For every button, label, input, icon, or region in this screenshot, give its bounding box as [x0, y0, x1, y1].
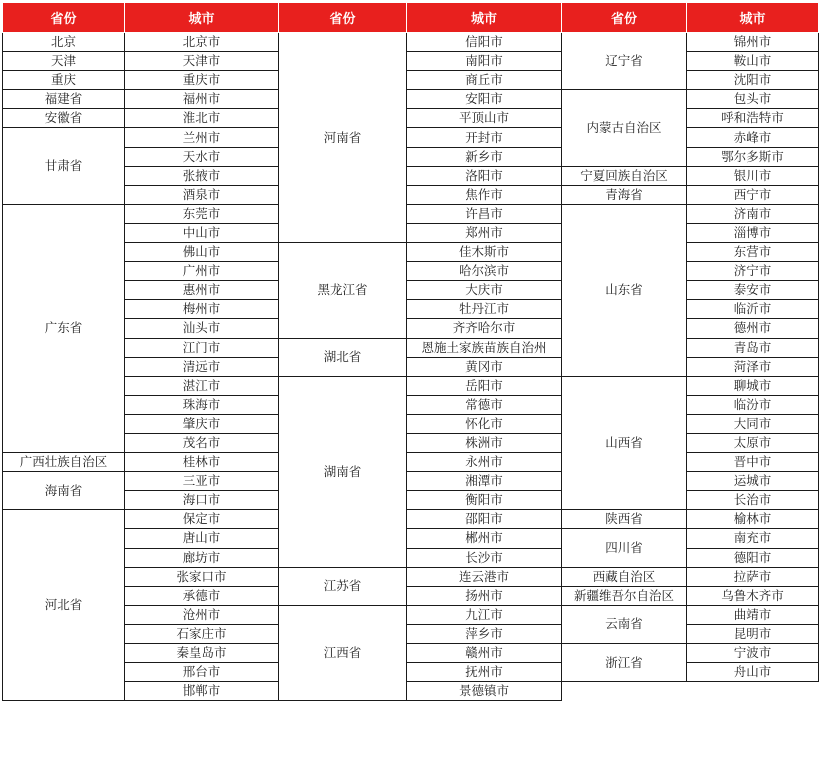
city-cell: 沈阳市	[687, 71, 819, 90]
city-cell: 东营市	[687, 243, 819, 262]
province-cell: 江西省	[279, 605, 407, 700]
table-row	[3, 223, 819, 242]
table-row	[3, 605, 819, 624]
table-row	[3, 357, 819, 376]
city-cell: 开封市	[407, 128, 562, 147]
city-cell: 呼和浩特市	[687, 109, 819, 128]
province-cell: 天津	[3, 52, 125, 71]
city-cell: 廊坊市	[125, 548, 279, 567]
city-cell: 茂名市	[125, 433, 279, 452]
table-row	[3, 166, 819, 185]
table-row	[3, 33, 819, 52]
city-cell: 赣州市	[407, 644, 562, 663]
province-cell: 安徽省	[3, 109, 125, 128]
province-cell: 黑龙江省	[279, 243, 407, 338]
city-cell: 天津市	[125, 52, 279, 71]
table-row	[3, 586, 819, 605]
city-cell: 连云港市	[407, 567, 562, 586]
city-cell: 聊城市	[687, 376, 819, 395]
table-row	[3, 185, 819, 204]
city-cell: 包头市	[687, 90, 819, 109]
table-row	[3, 71, 819, 90]
province-cell: 山东省	[562, 204, 687, 376]
city-cell: 九江市	[407, 605, 562, 624]
province-cell: 江苏省	[279, 567, 407, 605]
city-cell: 齐齐哈尔市	[407, 319, 562, 338]
city-cell: 黄冈市	[407, 357, 562, 376]
city-cell: 邢台市	[125, 663, 279, 682]
city-cell: 榆林市	[687, 510, 819, 529]
province-cell: 浙江省	[562, 644, 687, 682]
province-cell: 宁夏回族自治区	[562, 166, 687, 185]
province-cell: 广东省	[3, 204, 125, 452]
table-row	[3, 414, 819, 433]
table-row	[3, 243, 819, 262]
city-cell: 鞍山市	[687, 52, 819, 71]
table-body	[3, 33, 819, 701]
city-cell: 平顶山市	[407, 109, 562, 128]
city-cell: 晋中市	[687, 453, 819, 472]
city-cell: 湛江市	[125, 376, 279, 395]
city-cell: 乌鲁木齐市	[687, 586, 819, 605]
table-row	[3, 338, 819, 357]
city-cell: 桂林市	[125, 453, 279, 472]
table-row	[3, 128, 819, 147]
city-cell: 衡阳市	[407, 491, 562, 510]
city-cell: 泰安市	[687, 281, 819, 300]
city-cell: 郴州市	[407, 529, 562, 548]
city-cell: 商丘市	[407, 71, 562, 90]
header-city-3: 城市	[687, 3, 819, 33]
province-city-table	[2, 2, 819, 701]
table-row	[3, 682, 819, 701]
city-cell: 抚州市	[407, 663, 562, 682]
province-cell: 湖南省	[279, 376, 407, 567]
table-row	[3, 204, 819, 223]
province-cell: 辽宁省	[562, 33, 687, 90]
table-row	[3, 491, 819, 510]
city-cell: 锦州市	[687, 33, 819, 52]
city-cell: 萍乡市	[407, 624, 562, 643]
city-cell: 北京市	[125, 33, 279, 52]
city-cell: 海口市	[125, 491, 279, 510]
city-cell: 拉萨市	[687, 567, 819, 586]
city-cell: 佳木斯市	[407, 243, 562, 262]
province-cell: 四川省	[562, 529, 687, 567]
header-province-3: 省份	[562, 3, 687, 33]
city-cell: 汕头市	[125, 319, 279, 338]
table-row	[3, 262, 819, 281]
table-row	[3, 644, 819, 663]
table-row	[3, 510, 819, 529]
city-cell: 湘潭市	[407, 472, 562, 491]
city-cell: 银川市	[687, 166, 819, 185]
table-row	[3, 395, 819, 414]
city-cell: 洛阳市	[407, 166, 562, 185]
city-cell: 德州市	[687, 319, 819, 338]
city-cell: 淮北市	[125, 109, 279, 128]
city-cell: 焦作市	[407, 185, 562, 204]
table-row	[3, 147, 819, 166]
city-cell: 福州市	[125, 90, 279, 109]
city-cell: 珠海市	[125, 395, 279, 414]
table-row	[3, 529, 819, 548]
city-cell: 郑州市	[407, 223, 562, 242]
table-row	[3, 109, 819, 128]
city-cell: 长沙市	[407, 548, 562, 567]
city-cell: 扬州市	[407, 586, 562, 605]
province-cell: 海南省	[3, 472, 125, 510]
city-cell: 石家庄市	[125, 624, 279, 643]
province-cell: 青海省	[562, 185, 687, 204]
province-cell: 甘肃省	[3, 128, 125, 204]
city-cell: 舟山市	[687, 663, 819, 682]
table-row	[3, 472, 819, 491]
city-cell: 德阳市	[687, 548, 819, 567]
city-cell: 佛山市	[125, 243, 279, 262]
city-cell: 西宁市	[687, 185, 819, 204]
city-cell: 承德市	[125, 586, 279, 605]
header-city-1: 城市	[125, 3, 279, 33]
city-cell: 肇庆市	[125, 414, 279, 433]
city-cell: 中山市	[125, 223, 279, 242]
province-cell: 北京	[3, 33, 125, 52]
header-province-1: 省份	[3, 3, 125, 33]
table-row	[3, 624, 819, 643]
province-cell: 河北省	[3, 510, 125, 701]
city-cell: 菏泽市	[687, 357, 819, 376]
city-cell: 南阳市	[407, 52, 562, 71]
table-row	[3, 433, 819, 452]
city-cell: 重庆市	[125, 71, 279, 90]
city-cell: 信阳市	[407, 33, 562, 52]
city-cell: 株洲市	[407, 433, 562, 452]
city-cell: 赤峰市	[687, 128, 819, 147]
province-cell: 陕西省	[562, 510, 687, 529]
header-city-2: 城市	[407, 3, 562, 33]
city-cell: 邯郸市	[125, 682, 279, 701]
table-row	[3, 663, 819, 682]
city-cell: 张掖市	[125, 166, 279, 185]
city-cell: 牡丹江市	[407, 300, 562, 319]
city-cell: 沧州市	[125, 605, 279, 624]
city-cell: 惠州市	[125, 281, 279, 300]
city-cell: 景德镇市	[407, 682, 562, 701]
city-cell: 哈尔滨市	[407, 262, 562, 281]
province-cell: 云南省	[562, 605, 687, 643]
city-cell: 曲靖市	[687, 605, 819, 624]
table-row	[3, 548, 819, 567]
province-cell: 西藏自治区	[562, 567, 687, 586]
city-cell: 鄂尔多斯市	[687, 147, 819, 166]
city-cell: 邵阳市	[407, 510, 562, 529]
city-cell: 常德市	[407, 395, 562, 414]
table-row	[3, 52, 819, 71]
province-cell: 湖北省	[279, 338, 407, 376]
city-cell: 青岛市	[687, 338, 819, 357]
city-cell: 南充市	[687, 529, 819, 548]
table-row	[3, 319, 819, 338]
table-row	[3, 376, 819, 395]
header-province-2: 省份	[279, 3, 407, 33]
province-cell: 福建省	[3, 90, 125, 109]
city-cell: 昆明市	[687, 624, 819, 643]
city-cell: 广州市	[125, 262, 279, 281]
city-cell: 怀化市	[407, 414, 562, 433]
city-cell: 运城市	[687, 472, 819, 491]
city-cell: 唐山市	[125, 529, 279, 548]
city-cell: 临汾市	[687, 395, 819, 414]
city-cell: 大庆市	[407, 281, 562, 300]
city-cell: 安阳市	[407, 90, 562, 109]
city-cell: 宁波市	[687, 644, 819, 663]
table-row	[3, 281, 819, 300]
table-row	[3, 567, 819, 586]
city-cell: 兰州市	[125, 128, 279, 147]
header-row	[3, 3, 819, 33]
city-cell: 三亚市	[125, 472, 279, 491]
city-cell: 梅州市	[125, 300, 279, 319]
city-cell: 东莞市	[125, 204, 279, 223]
table-row	[3, 453, 819, 472]
city-cell: 酒泉市	[125, 185, 279, 204]
city-cell: 秦皇岛市	[125, 644, 279, 663]
province-cell: 河南省	[279, 33, 407, 243]
city-cell: 恩施土家族苗族自治州	[407, 338, 562, 357]
city-cell: 太原市	[687, 433, 819, 452]
city-cell: 清远市	[125, 357, 279, 376]
city-cell: 岳阳市	[407, 376, 562, 395]
city-cell: 长治市	[687, 491, 819, 510]
city-cell: 保定市	[125, 510, 279, 529]
province-cell: 山西省	[562, 376, 687, 510]
city-cell: 淄博市	[687, 223, 819, 242]
province-cell: 内蒙古自治区	[562, 90, 687, 166]
province-cell: 新疆维吾尔自治区	[562, 586, 687, 605]
city-cell: 济南市	[687, 204, 819, 223]
city-cell: 江门市	[125, 338, 279, 357]
province-cell: 重庆	[3, 71, 125, 90]
table-row	[3, 90, 819, 109]
table-row	[3, 300, 819, 319]
city-cell: 许昌市	[407, 204, 562, 223]
city-cell: 大同市	[687, 414, 819, 433]
city-cell: 临沂市	[687, 300, 819, 319]
city-cell: 张家口市	[125, 567, 279, 586]
city-cell: 永州市	[407, 453, 562, 472]
city-cell: 新乡市	[407, 147, 562, 166]
city-cell: 天水市	[125, 147, 279, 166]
province-cell: 广西壮族自治区	[3, 453, 125, 472]
city-cell: 济宁市	[687, 262, 819, 281]
